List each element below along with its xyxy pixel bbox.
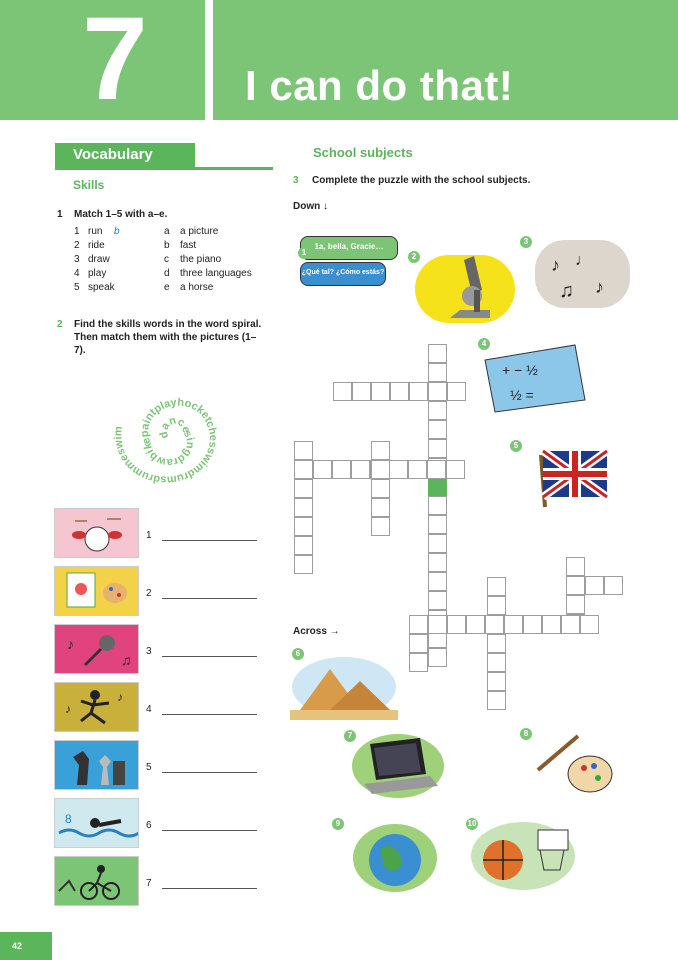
crossword-cell[interactable] bbox=[428, 615, 447, 634]
picture-number: 6 bbox=[146, 820, 152, 831]
crossword-cell[interactable] bbox=[332, 460, 351, 479]
crossword-cell[interactable] bbox=[447, 615, 466, 634]
crossword-cell[interactable] bbox=[604, 576, 623, 595]
crossword-cell[interactable] bbox=[428, 420, 447, 439]
crossword-cell[interactable] bbox=[487, 672, 506, 691]
crossword-cell[interactable] bbox=[294, 460, 313, 479]
crossword-cell[interactable] bbox=[487, 653, 506, 672]
spiral-letters: dancesingdrawbikepaintplayhocketchesswimdrumsdrummeswim bbox=[112, 396, 219, 486]
exercise-1-number: 1 bbox=[57, 209, 63, 220]
crossword-cell[interactable] bbox=[428, 382, 447, 401]
down-label: Down ↓ bbox=[293, 201, 328, 212]
swimmer-icon bbox=[55, 799, 138, 847]
left-item: play bbox=[88, 268, 107, 279]
crossword-cell[interactable] bbox=[294, 479, 313, 498]
crossword-cell[interactable] bbox=[409, 615, 428, 634]
crossword-cell[interactable] bbox=[428, 439, 447, 458]
crossword-cell[interactable] bbox=[428, 572, 447, 591]
left-item: ride bbox=[88, 240, 105, 251]
chess-icon bbox=[55, 741, 138, 789]
left-item: run bbox=[88, 226, 103, 237]
clue-number: 9 bbox=[332, 818, 344, 830]
picture-3 bbox=[54, 624, 139, 674]
microscope-icon bbox=[430, 250, 510, 325]
unit-title: I can do that! bbox=[245, 62, 514, 109]
crossword-cell[interactable] bbox=[466, 615, 485, 634]
microphone-icon bbox=[55, 625, 138, 673]
maths-icon bbox=[480, 340, 590, 415]
crossword-cell[interactable] bbox=[446, 460, 465, 479]
picture-number: 1 bbox=[146, 530, 152, 541]
svg-text:♩: ♩ bbox=[575, 252, 591, 269]
crossword-cell[interactable] bbox=[294, 441, 313, 460]
speech-bubble-2: ¿Qué tal? ¿Cómo estás? bbox=[300, 262, 386, 286]
page-number: 42 bbox=[0, 932, 52, 960]
clue-number: 6 bbox=[292, 648, 304, 660]
cyclist-icon bbox=[55, 857, 138, 905]
left-item: draw bbox=[88, 254, 110, 265]
laptop-icon bbox=[350, 730, 445, 800]
crossword-cell[interactable] bbox=[487, 634, 506, 653]
crossword-cell[interactable] bbox=[428, 648, 447, 667]
exercise-3-instruction: Complete the puzzle with the school subjects. bbox=[312, 175, 531, 186]
globe-icon bbox=[350, 820, 440, 895]
skills-subheading: Skills bbox=[73, 178, 105, 192]
picture-6 bbox=[54, 798, 139, 848]
crossword-cell[interactable] bbox=[294, 536, 313, 555]
picture-number: 5 bbox=[146, 762, 152, 773]
crossword-cell[interactable] bbox=[371, 479, 390, 498]
vocabulary-underline bbox=[55, 167, 273, 170]
right-letter: c bbox=[164, 254, 169, 265]
picture-2 bbox=[54, 566, 139, 616]
crossword-cell[interactable] bbox=[447, 382, 466, 401]
crossword-cell[interactable] bbox=[566, 557, 585, 576]
crossword-cell[interactable] bbox=[371, 382, 390, 401]
crossword-cell[interactable] bbox=[371, 441, 390, 460]
clue-number: 1 bbox=[298, 247, 310, 259]
crossword-cell[interactable] bbox=[566, 576, 585, 595]
left-number: 5 bbox=[74, 282, 80, 293]
left-number: 2 bbox=[74, 240, 80, 251]
picture-1 bbox=[54, 508, 139, 558]
music-notes-icon bbox=[545, 245, 625, 305]
vocabulary-tab: Vocabulary bbox=[55, 143, 195, 167]
exercise-2-instruction: Find the skills words in the word spiral. Then match them with the pictures (1–7). bbox=[74, 319, 262, 356]
clue-number: 4 bbox=[478, 338, 490, 350]
drum-kit-icon bbox=[55, 509, 138, 557]
picture-7 bbox=[54, 856, 139, 906]
answer-line-3[interactable] bbox=[162, 656, 257, 657]
crossword-cell[interactable] bbox=[389, 460, 408, 479]
crossword-cell[interactable] bbox=[294, 555, 313, 574]
left-number: 1 bbox=[74, 226, 80, 237]
right-item: a picture bbox=[180, 226, 219, 237]
match-row bbox=[74, 239, 284, 253]
match-row bbox=[74, 225, 284, 239]
crossword-cell[interactable] bbox=[428, 344, 447, 363]
answer-line-4[interactable] bbox=[162, 714, 257, 715]
picture-number: 2 bbox=[146, 588, 152, 599]
paint-palette-icon bbox=[528, 730, 618, 800]
picture-number: 7 bbox=[146, 878, 152, 889]
flag-icon bbox=[525, 445, 615, 510]
svg-text:♪: ♪ bbox=[65, 702, 71, 716]
svg-text:♫: ♫ bbox=[559, 280, 574, 302]
answer-line-5[interactable] bbox=[162, 772, 257, 773]
crossword-cell[interactable] bbox=[585, 576, 604, 595]
picture-5 bbox=[54, 740, 139, 790]
svg-text:8: 8 bbox=[65, 812, 72, 826]
right-letter: e bbox=[164, 282, 170, 293]
crossword-cell[interactable] bbox=[428, 496, 447, 515]
right-letter: d bbox=[164, 268, 170, 279]
unit-number: 7 bbox=[82, 0, 148, 125]
clue-number: 2 bbox=[408, 251, 420, 263]
crossword-cell[interactable] bbox=[504, 615, 523, 634]
crossword-cell[interactable] bbox=[333, 382, 352, 401]
right-letter: a bbox=[164, 226, 170, 237]
match-row bbox=[74, 281, 284, 295]
svg-text:+ − ½: + − ½ bbox=[502, 362, 538, 378]
crossword-cell[interactable] bbox=[313, 460, 332, 479]
crossword-cell[interactable] bbox=[408, 460, 427, 479]
crossword-cell[interactable] bbox=[428, 591, 447, 610]
exercise-2-number: 2 bbox=[57, 319, 63, 330]
crossword-cell[interactable] bbox=[566, 595, 585, 614]
crossword-cell[interactable] bbox=[352, 382, 371, 401]
svg-text:♪: ♪ bbox=[117, 690, 123, 704]
crossword-cell[interactable] bbox=[409, 653, 428, 672]
svg-text:♪: ♪ bbox=[67, 636, 74, 652]
dancer-icon bbox=[55, 683, 138, 731]
crossword-cell[interactable] bbox=[409, 382, 428, 401]
right-item: the piano bbox=[180, 254, 222, 265]
crossword-cell[interactable] bbox=[294, 517, 313, 536]
match-row bbox=[74, 267, 284, 281]
word-spiral bbox=[90, 370, 260, 500]
crossword-cell[interactable] bbox=[428, 515, 447, 534]
right-item: fast bbox=[180, 240, 197, 251]
answer-line-7[interactable] bbox=[162, 888, 257, 889]
picture-4 bbox=[54, 682, 139, 732]
across-label: Across → bbox=[293, 626, 340, 637]
painting-icon bbox=[55, 567, 138, 615]
crossword-cell[interactable] bbox=[542, 615, 561, 634]
crossword-cell[interactable] bbox=[351, 460, 370, 479]
crossword-cell[interactable] bbox=[487, 577, 506, 596]
crossword-cell[interactable] bbox=[428, 477, 447, 496]
exercise-3-number: 3 bbox=[293, 175, 299, 186]
crossword-cell[interactable] bbox=[580, 615, 599, 634]
picture-number: 4 bbox=[146, 704, 152, 715]
right-item: a horse bbox=[180, 282, 214, 293]
crossword-cell[interactable] bbox=[371, 460, 390, 479]
crossword-cell[interactable] bbox=[427, 460, 446, 479]
crossword-cell[interactable] bbox=[390, 382, 409, 401]
answer-line-2[interactable] bbox=[162, 598, 257, 599]
clue-number: 8 bbox=[520, 728, 532, 740]
svg-text:½ =: ½ = bbox=[510, 387, 534, 403]
sample-answer: b bbox=[114, 226, 120, 237]
answer-line-6[interactable] bbox=[162, 830, 257, 831]
school-subjects-heading: School subjects bbox=[313, 145, 413, 160]
crossword-cell[interactable] bbox=[428, 534, 447, 553]
left-number: 4 bbox=[74, 268, 80, 279]
crossword-cell[interactable] bbox=[428, 401, 447, 420]
svg-text:♪: ♪ bbox=[595, 277, 604, 297]
basketball-icon bbox=[468, 818, 578, 893]
left-number: 3 bbox=[74, 254, 80, 265]
crossword-cell[interactable] bbox=[523, 615, 542, 634]
picture-number: 3 bbox=[146, 646, 152, 657]
speech-bubble-1: 1a, bella, Gracie… bbox=[300, 236, 398, 260]
svg-text:♪: ♪ bbox=[551, 255, 560, 275]
crossword-cell[interactable] bbox=[428, 363, 447, 382]
pyramids-icon bbox=[290, 655, 398, 720]
clue-number: 5 bbox=[510, 440, 522, 452]
crossword-cell[interactable] bbox=[409, 634, 428, 653]
clue-number: 3 bbox=[520, 236, 532, 248]
crossword-cell[interactable] bbox=[487, 691, 506, 710]
crossword-cell[interactable] bbox=[294, 498, 313, 517]
match-list bbox=[74, 225, 284, 295]
right-letter: b bbox=[164, 240, 170, 251]
crossword-cell[interactable] bbox=[561, 615, 580, 634]
answer-line-1[interactable] bbox=[162, 540, 257, 541]
clue-number: 7 bbox=[344, 730, 356, 742]
crossword-cell[interactable] bbox=[371, 498, 390, 517]
right-item: three languages bbox=[180, 268, 252, 279]
crossword-cell[interactable] bbox=[371, 517, 390, 536]
exercise-1-instruction: Match 1–5 with a–e. bbox=[74, 209, 168, 220]
match-row bbox=[74, 253, 284, 267]
crossword-cell[interactable] bbox=[487, 596, 506, 615]
clue-number: 10 bbox=[467, 819, 477, 828]
crossword-cell[interactable] bbox=[428, 553, 447, 572]
svg-text:♫: ♫ bbox=[121, 652, 132, 668]
crossword-cell[interactable] bbox=[485, 615, 504, 634]
left-item: speak bbox=[88, 282, 115, 293]
